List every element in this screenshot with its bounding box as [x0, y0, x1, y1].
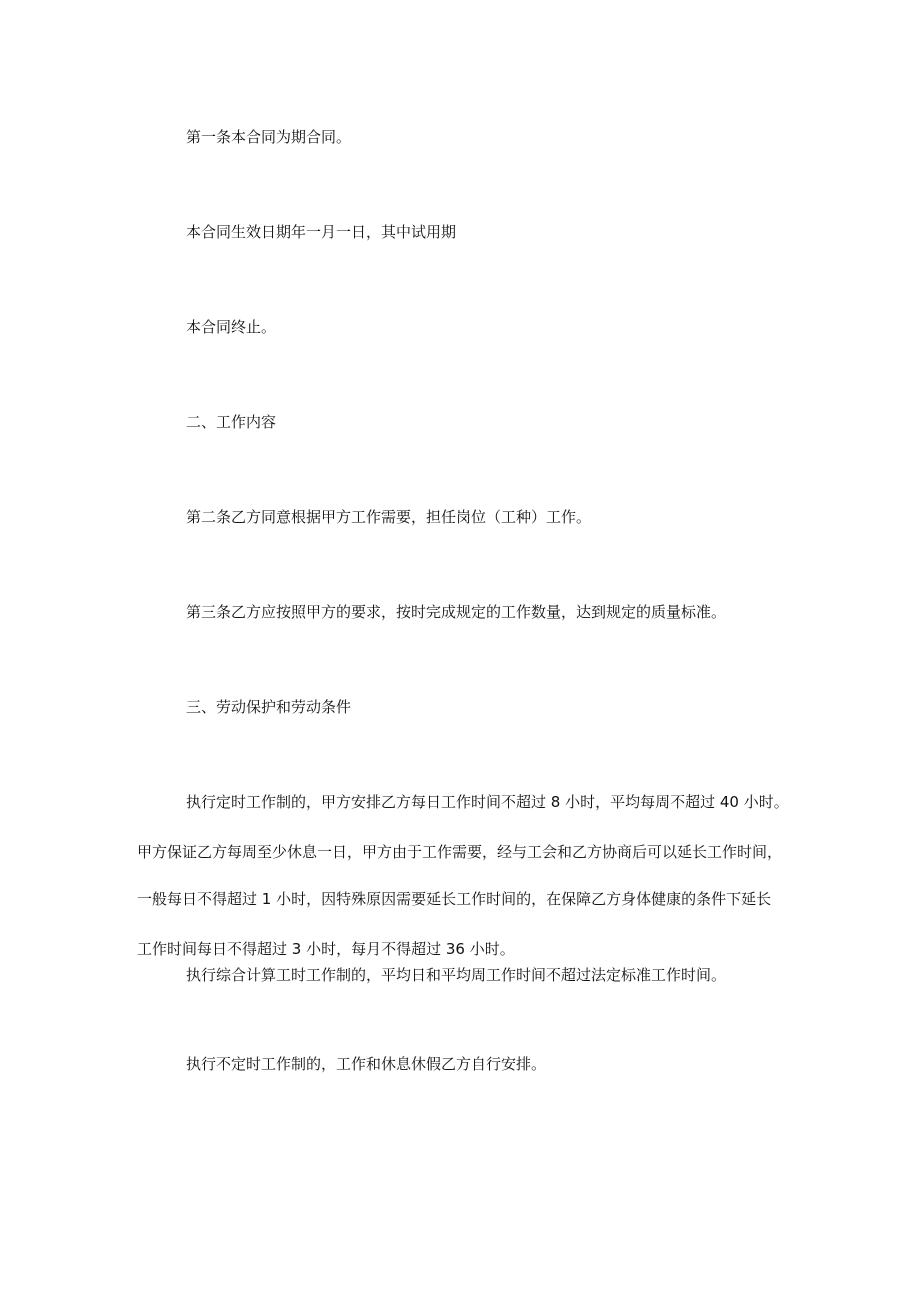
paragraph-line: 工作时间每日不得超过 3 小时，每月不得超过 36 小时。	[137, 940, 515, 958]
section-2-heading: 二、工作内容	[186, 413, 277, 431]
clause-1: 第一条本合同为期合同。	[186, 128, 352, 146]
clause-3: 第三条乙方应按照甲方的要求，按时完成规定的工作数量，达到规定的质量标准。	[186, 603, 727, 621]
flexible-hours-line: 执行不定时工作制的，工作和休息休假乙方自行安排。	[186, 1055, 547, 1073]
comprehensive-hours-line: 执行综合计算工时工作制的，平均日和平均周工作时间不超过法定标准工作时间。	[186, 966, 727, 984]
paragraph-line: 执行定时工作制的，甲方安排乙方每日工作时间不超过 8 小时，平均每周不超过 40 小时。	[186, 793, 789, 811]
clause-2: 第二条乙方同意根据甲方工作需要，担任岗位（工种）工作。	[186, 508, 592, 526]
termination-line: 本合同终止。	[186, 318, 277, 336]
section-3-heading: 三、劳动保护和劳动条件	[186, 698, 352, 716]
effective-date-line: 本合同生效日期年一月一日，其中试用期	[186, 223, 457, 241]
paragraph-line: 甲方保证乙方每周至少休息一日，甲方由于工作需要，经与工会和乙方协商后可以延长工作时间，	[137, 843, 783, 861]
paragraph-line: 一般每日不得超过 1 小时，因特殊原因需要延长工作时间的，在保障乙方身体健康的条件下延长	[137, 890, 772, 908]
